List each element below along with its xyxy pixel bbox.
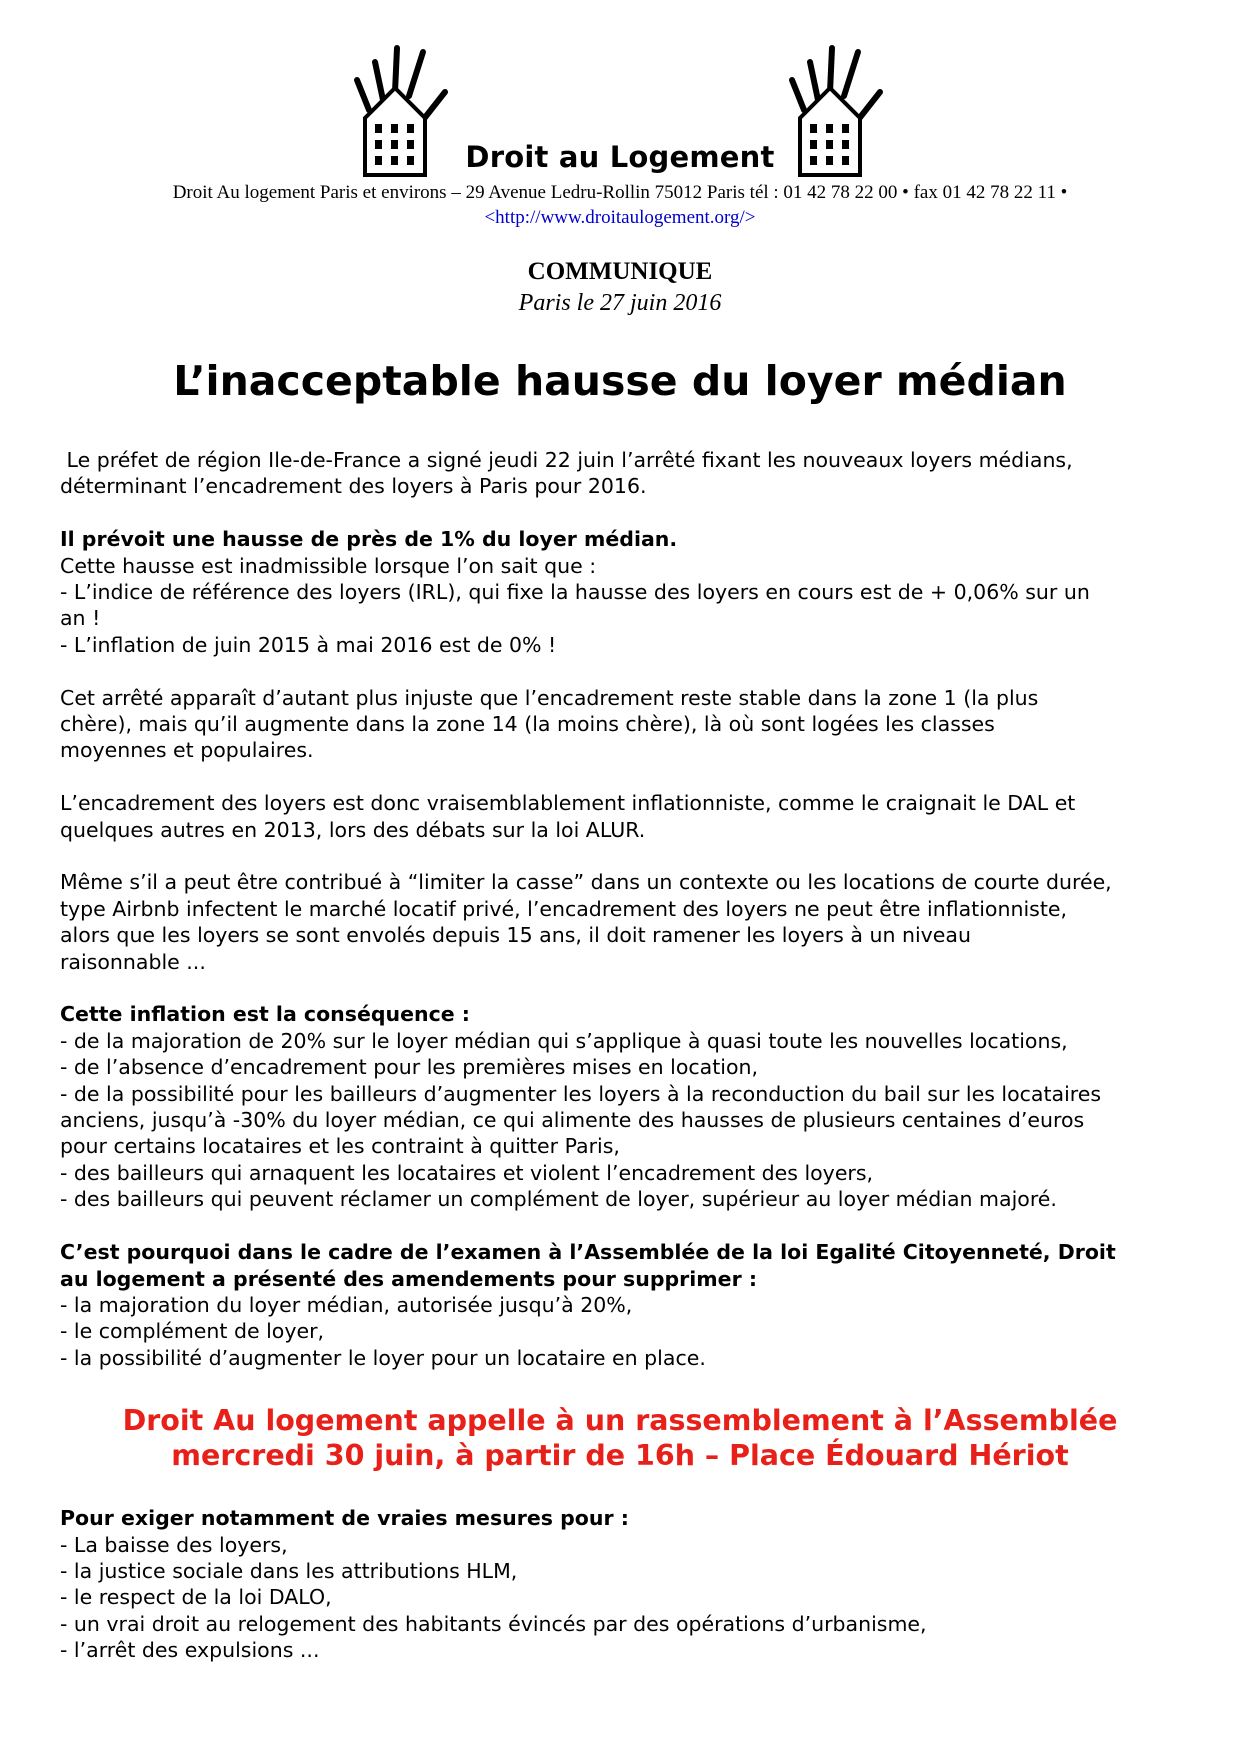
list-item: - un vrai droit au relogement des habitants évincés par des opérations d’urbanisme, [60,1611,927,1636]
list-item: - de l’absence d’encadrement pour les premières mises en location, [60,1055,759,1080]
paragraph-alur [60,790,1190,843]
list-item: - La baisse des loyers, [60,1532,288,1557]
intro-paragraph [60,447,1190,500]
website-link[interactable]: <http://www.droitaulogement.org/> [484,207,756,228]
call-line: mercredi 30 juin, à partir de 16h – Place Édouard Hériot [171,1439,1069,1473]
text-line: pour certains locataires et les contraint à quitter Paris, [60,1134,620,1159]
section-amendements [60,1239,1190,1371]
text-line: déterminant l’encadrement des loyers à Paris pour 2016. [60,474,647,499]
text-line: anciens, jusqu’à -30% du loyer médian, ce qui alimente des hausses de plusieurs centaines d’euros [60,1108,1085,1133]
text-line: alors que les loyers se sont envolés depuis 15 ans, il doit ramener les loyers à un niveau [60,923,971,948]
text-line: raisonnable ... [60,949,206,974]
organization-name: Droit au Logement [465,140,775,174]
contact-block [0,180,1240,230]
page-title: L’inacceptable hausse du loyer médian [173,357,1067,405]
text-line: Cette hausse est inadmissible lorsque l’on sait que : [60,553,597,578]
text-line: Cet arrêté apparaît d’autant plus injuste que l’encadrement reste stable dans la zone 1 (la plus [60,685,1039,710]
list-item: - la possibilité d’augmenter le loyer pour un locataire en place. [60,1345,706,1370]
document-date: Paris le 27 juin 2016 [518,290,722,316]
text-line: type Airbnb infectent le marché locatif privé, l’encadrement des loyers ne peut être inflationniste, [60,896,1067,921]
paragraph-airbnb [60,869,1190,975]
call-to-action [0,1403,1240,1473]
list-item: - de la majoration de 20% sur le loyer médian qui s’applique à quasi toute les nouvelles locations, [60,1028,1068,1053]
list-item: - des bailleurs qui peuvent réclamer un complément de loyer, supérieur au loyer médian majoré. [60,1187,1057,1212]
text-line: L’encadrement des loyers est donc vraisemblablement inflationniste, comme le craignait le DAL et [60,791,1076,816]
list-item: - L’inflation de juin 2015 à mai 2016 est de 0% ! [60,632,557,657]
section-consequence [60,1001,1190,1212]
text-line: moyennes et populaires. [60,738,314,763]
section-heading: Pour exiger notamment de vraies mesures pour : [60,1506,629,1531]
list-item: - la justice sociale dans les attributions HLM, [60,1558,518,1583]
document-type: COMMUNIQUE [527,258,713,285]
section-mesures [60,1505,1190,1663]
section-heading: au logement a présenté des amendements pour supprimer : [60,1266,758,1291]
section-hausse [60,526,1190,658]
text-line: Le préfet de région Ile-de-France a signé jeudi 22 juin l’arrêté fixant les nouveaux loyers médians, [60,448,1073,472]
section-heading: Il prévoit une hausse de près de 1% du loyer médian. [60,527,678,552]
list-item: - la majoration du loyer médian, autorisée jusqu’à 20%, [60,1292,633,1317]
contact-line: Droit Au logement Paris et environs – 29 Avenue Ledru-Rollin 75012 Paris tél : 01 42 78 22 00 • fax 01 42 78 22 11 • [172,182,1068,203]
text-line: chère), mais qu’il augmente dans la zone 14 (la moins chère), là où sont logées les classes [60,712,995,737]
section-heading: Cette inflation est la conséquence : [60,1002,471,1027]
list-item: - de la possibilité pour les bailleurs d’augmenter les loyers à la reconduction du bail sur les locataires [60,1081,1102,1106]
list-item: - L’indice de référence des loyers (IRL), qui fixe la hausse des loyers en cours est de + 0,06% sur un [60,580,1090,605]
text-line: Même s’il a peut être contribué à “limiter la casse” dans un contexte ou les locations de courte durée, [60,870,1112,895]
list-item: - le complément de loyer, [60,1319,325,1344]
text-line: an ! [60,606,101,631]
list-item: - l’arrêt des expulsions ... [60,1638,320,1663]
section-heading: C’est pourquoi dans le cadre de l’examen à l’Assemblée de la loi Egalité Citoyenneté, Droit [60,1240,1116,1265]
list-item: - des bailleurs qui arnaquent les locataires et violent l’encadrement des loyers, [60,1160,874,1185]
paragraph-zones [60,685,1190,764]
text-line: quelques autres en 2013, lors des débats sur la loi ALUR. [60,817,646,842]
document-body [60,447,1190,1690]
list-item: - le respect de la loi DALO, [60,1585,332,1610]
call-line: Droit Au logement appelle à un rassemblement à l’Assemblée [122,1404,1118,1438]
